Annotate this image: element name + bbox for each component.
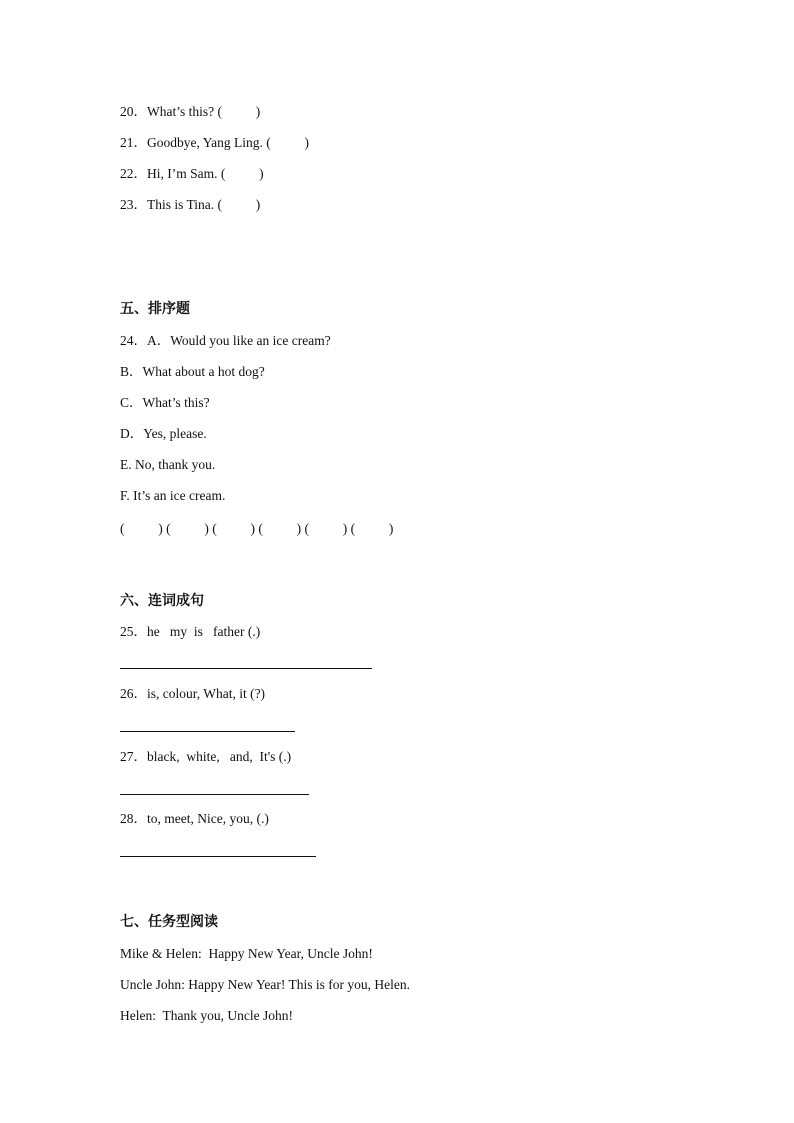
question-25: 25．he my is father (.): [120, 624, 261, 639]
dialogue-line-1: Mike & Helen: Happy New Year, Uncle John!: [120, 946, 373, 961]
dialogue-line-3: Helen: Thank you, Uncle John!: [120, 1008, 293, 1023]
order-answer-blanks[interactable]: ( ) ( ) ( ) ( ) ( ) ( ): [120, 521, 394, 536]
question-28: 28．to, meet, Nice, you, (.): [120, 811, 269, 826]
question-24-option-e: E. No, thank you.: [120, 457, 216, 472]
question-24-option-f: F. It’s an ice cream.: [120, 488, 226, 503]
answer-line-28[interactable]: [120, 856, 316, 857]
section-5-heading: 五、排序题: [120, 301, 190, 317]
answer-line-25[interactable]: [120, 668, 372, 669]
question-21: 21．Goodbye, Yang Ling. ( ): [120, 135, 309, 150]
question-26: 26．is, colour, What, it (?): [120, 686, 266, 701]
question-27: 27．black, white, and, It's (.): [120, 749, 292, 764]
question-22: 22．Hi, I’m Sam. ( ): [120, 166, 264, 181]
question-23: 23．This is Tina. ( ): [120, 197, 261, 212]
section-6-heading: 六、连词成句: [120, 593, 204, 609]
question-20: 20．What’s this? ( ): [120, 104, 261, 119]
dialogue-line-2: Uncle John: Happy New Year! This is for you, Helen.: [120, 977, 410, 992]
answer-line-27[interactable]: [120, 794, 309, 795]
answer-line-26[interactable]: [120, 731, 295, 732]
question-24-option-b: B．What about a hot dog?: [120, 364, 265, 379]
section-7-heading: 七、任务型阅读: [120, 914, 218, 930]
question-24-option-d: D．Yes, please.: [120, 426, 207, 441]
question-24-option-a: 24．A．Would you like an ice cream?: [120, 333, 331, 348]
question-24-option-c: C．What’s this?: [120, 395, 210, 410]
